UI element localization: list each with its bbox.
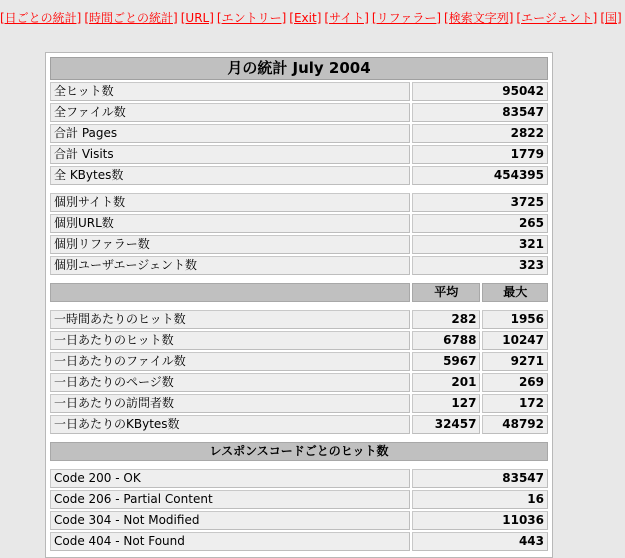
row-label: 一日あたりのKBytes数 [50,415,410,434]
row-avg: 127 [412,394,480,413]
table-row [50,256,548,275]
row-label: 一日あたりのファイル数 [50,352,410,371]
row-label: Code 404 - Not Found [50,532,410,551]
row-label: 個別URL数 [50,214,410,233]
table-row [50,373,548,392]
row-value: 454395 [412,166,548,185]
nav-url[interactable]: [URL] [180,11,214,25]
row-value: 16 [412,490,548,509]
nav-hourly-stats[interactable]: [時間ごとの統計] [84,11,178,25]
row-avg: 6788 [412,331,480,350]
title-row [50,57,548,80]
row-max: 10247 [482,331,548,350]
codes-title: レスポンスコードごとのヒット数 [50,442,548,461]
nav-referrers[interactable]: [リファラー] [371,11,442,25]
row-label: Code 200 - OK [50,469,410,488]
table-row [50,193,548,212]
row-label: 個別ユーザエージェント数 [50,256,410,275]
row-label: Code 206 - Partial Content [50,490,410,509]
avg-max-header-row [50,283,548,302]
table-row [50,490,548,509]
table-row [50,352,548,371]
nav-agents[interactable]: [エージェント] [516,11,598,25]
row-label: 一日あたりのページ数 [50,373,410,392]
row-value: 443 [412,532,548,551]
nav-search-strings[interactable]: [検索文字列] [444,11,514,25]
codes-header-row [50,442,548,461]
row-value: 2822 [412,124,548,143]
section-gap [50,463,548,467]
row-avg: 201 [412,373,480,392]
row-value: 95042 [412,82,548,101]
row-value: 83547 [412,103,548,122]
table-row [50,511,548,530]
monthly-stats-panel [45,52,553,558]
row-value: 321 [412,235,548,254]
row-avg: 32457 [412,415,480,434]
table-row [50,310,548,329]
nav-daily-stats[interactable]: [日ごとの統計] [0,11,82,25]
table-row [50,469,548,488]
table-row [50,82,548,101]
row-label: 全 KBytes数 [50,166,410,185]
table-row [50,103,548,122]
row-value: 1779 [412,145,548,164]
table-row [50,166,548,185]
section-gap [50,304,548,308]
row-avg: 282 [412,310,480,329]
row-value: 3725 [412,193,548,212]
row-max: 48792 [482,415,548,434]
table-row [50,124,548,143]
row-label: 全ヒット数 [50,82,410,101]
row-label: 個別サイト数 [50,193,410,212]
row-avg: 5967 [412,352,480,371]
row-label: 個別リファラー数 [50,235,410,254]
nav-sites[interactable]: [サイト] [324,11,369,25]
row-value: 83547 [412,469,548,488]
avg-header: 平均 [412,283,480,302]
section-gap [50,277,548,281]
spacer [50,463,548,467]
section-gap [50,436,548,440]
monthly-stats-table [48,55,550,553]
max-header: 最大 [482,283,548,302]
band-spacer [50,283,410,302]
row-value: 265 [412,214,548,233]
row-label: 一日あたりのヒット数 [50,331,410,350]
table-row [50,214,548,233]
row-label: 合計 Visits [50,145,410,164]
row-value: 323 [412,256,548,275]
section-gap [50,187,548,191]
row-max: 9271 [482,352,548,371]
nav-exit[interactable]: [Exit] [289,11,322,25]
row-label: 一時間あたりのヒット数 [50,310,410,329]
nav-countries[interactable]: [国] [600,11,622,25]
row-label: 全ファイル数 [50,103,410,122]
table-title: 月の統計 July 2004 [50,57,548,80]
spacer [50,304,548,308]
row-value: 11036 [412,511,548,530]
table-row [50,394,548,413]
nav-entry[interactable]: [エントリー] [216,11,287,25]
table-row [50,235,548,254]
table-row [50,415,548,434]
spacer [50,277,548,281]
row-label: 一日あたりの訪問者数 [50,394,410,413]
row-label: Code 304 - Not Modified [50,511,410,530]
row-max: 269 [482,373,548,392]
spacer [50,436,548,440]
row-label: 合計 Pages [50,124,410,143]
report-nav [0,10,622,26]
row-max: 172 [482,394,548,413]
table-row [50,532,548,551]
spacer [50,187,548,191]
table-row [50,145,548,164]
row-max: 1956 [482,310,548,329]
table-row [50,331,548,350]
